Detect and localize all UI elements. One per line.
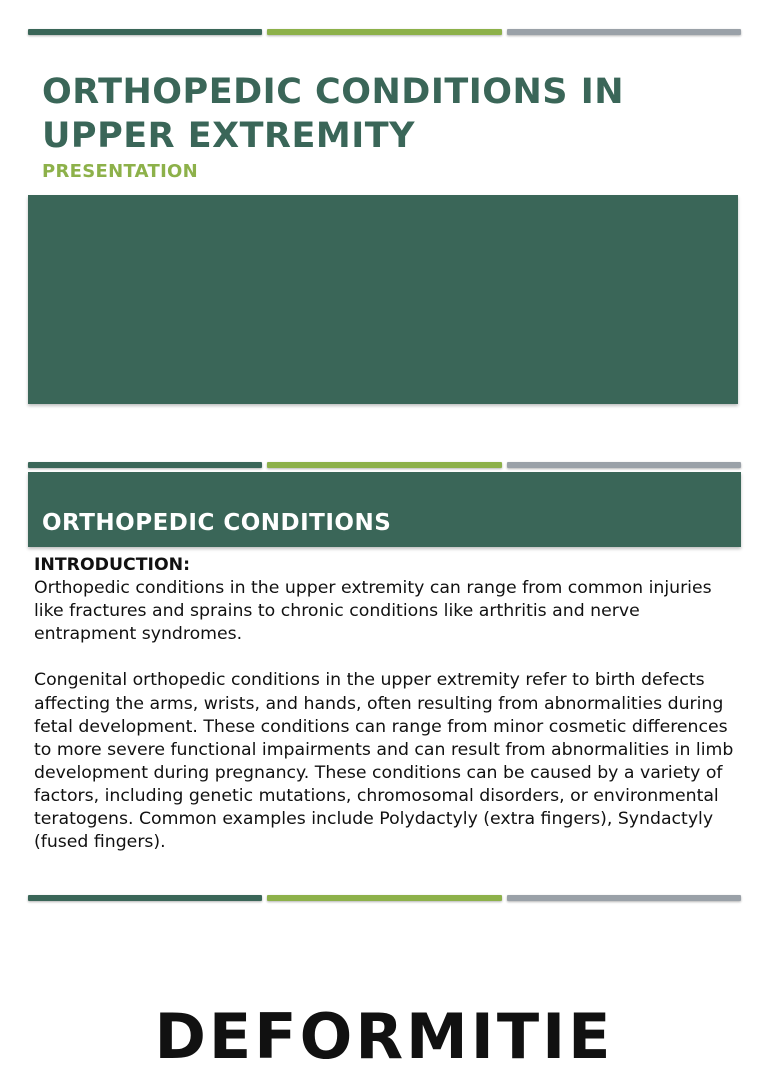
slide1-title: ORTHOPEDIC CONDITIONS IN UPPER EXTREMITY: [42, 72, 625, 156]
slide2-top-stripe: [28, 462, 741, 470]
stripe-segment-gray: [507, 895, 741, 901]
stripe-segment-dark-green: [28, 29, 262, 35]
stripe-segment-lime-green: [267, 462, 501, 468]
stripe-segment-gray: [507, 462, 741, 468]
slide1-subtitle: PRESENTATION: [42, 161, 199, 182]
slide2-header-bar: [28, 472, 741, 547]
slide2-body-text: [34, 554, 734, 866]
slide1-top-stripe: [28, 29, 741, 37]
stripe-segment-dark-green: [28, 462, 262, 468]
intro-heading: INTRODUCTION:: [34, 555, 191, 575]
stripe-segment-gray: [507, 29, 741, 35]
intro-paragraph-1: Orthopedic conditions in the upper extremity can range from common injuries like fractures and sprains to chronic conditions like arthritis and nerve entrapment syndromes.: [34, 578, 712, 645]
slide1-image-panel: [28, 195, 738, 404]
slide2-header-title: ORTHOPEDIC CONDITIONS: [42, 510, 392, 536]
stripe-segment-lime-green: [267, 895, 501, 901]
stripe-segment-lime-green: [267, 29, 501, 35]
intro-paragraph-2: Congenital orthopedic conditions in the upper extremity refer to birth defects affecting the arms, wrists, and hands, often resulting from abnormalities during fetal development. These conditions can range from minor cosmetic differences to more severe functional impairments and can result from abnormalities in limb development during pregnancy. These conditions can be caused by a variety of factors, including genetic mutations, chromosomal disorders, or environmental teratogens. Common examples include Polydactyly (extra fingers), Syndactyly (fused fingers).: [34, 670, 734, 853]
slide3-title: DEFORMITIE: [154, 1000, 614, 1073]
stripe-segment-dark-green: [28, 895, 262, 901]
slide3-top-stripe: [28, 895, 741, 903]
